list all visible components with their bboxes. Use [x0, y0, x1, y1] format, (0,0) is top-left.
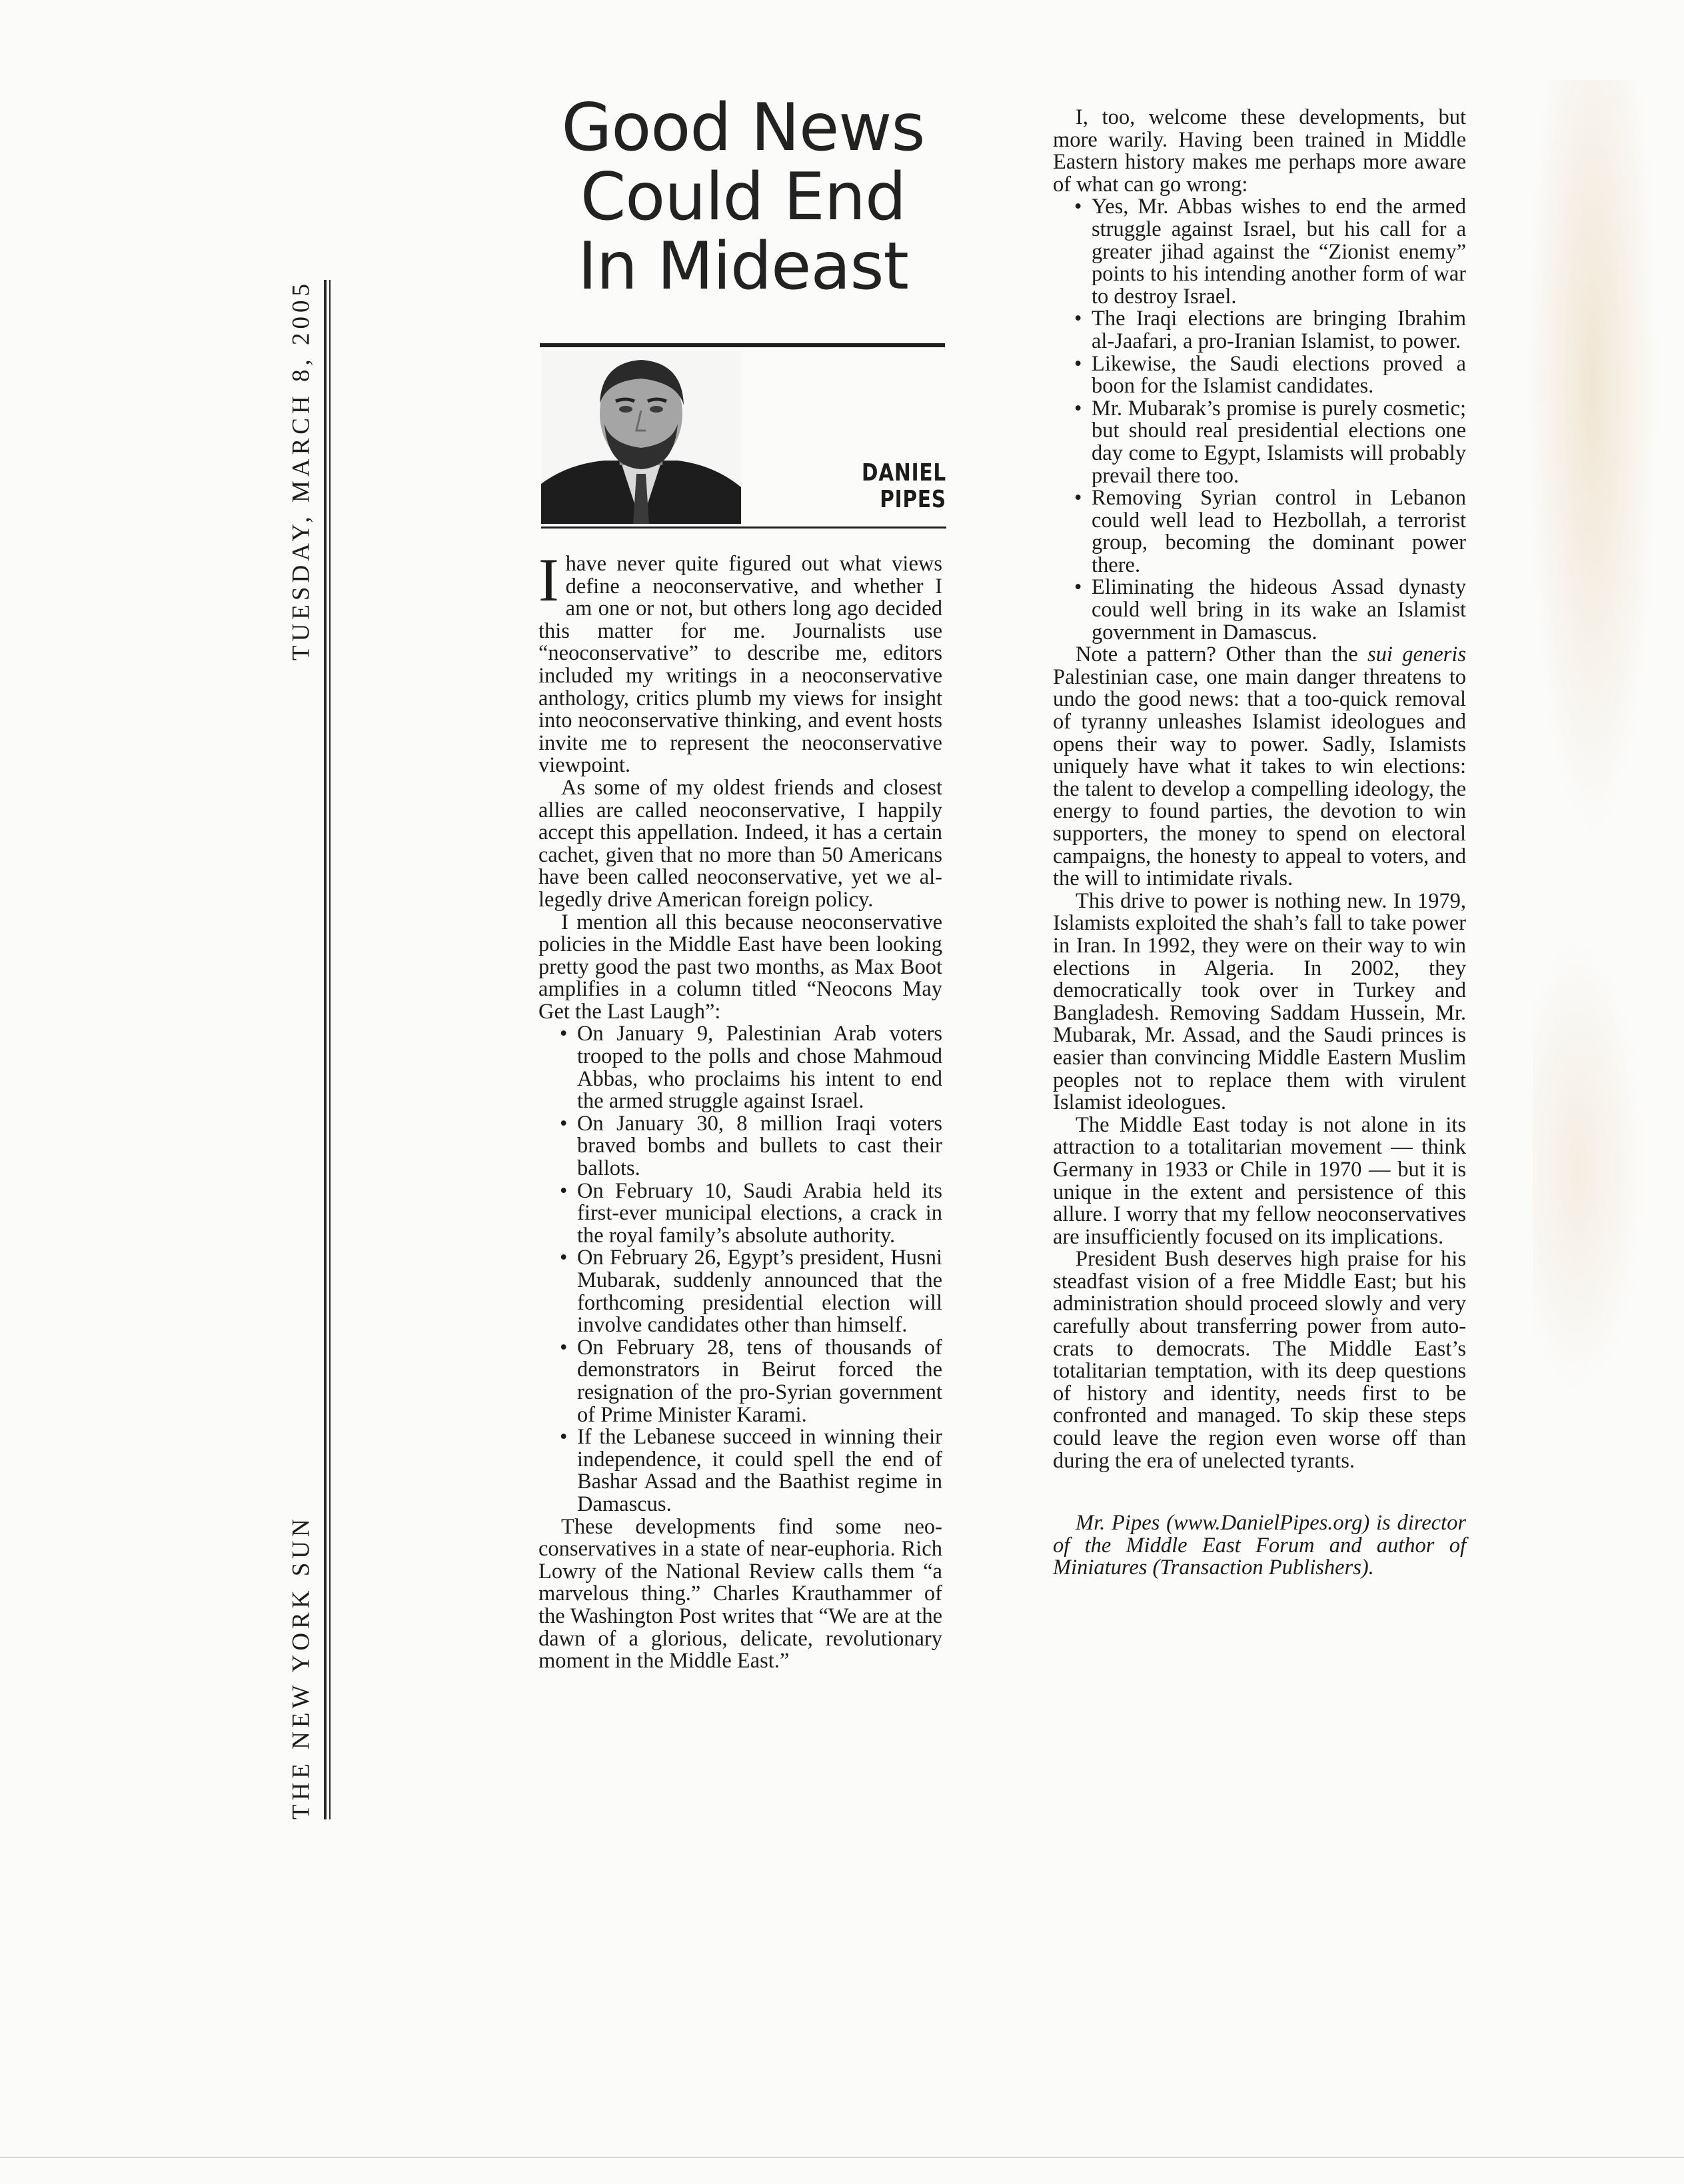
headline [526, 90, 960, 305]
publication-name: THE NEW YORK SUN [287, 1515, 315, 1819]
scan-edge-line [0, 2157, 1684, 2158]
bullet-list [538, 1023, 942, 1516]
list-item: • Yes, Mr. Abbas wishes to end the armed struggle against Israel, but his call for a greater jihad against the “Zionist enemy” points to his intending another form of war to destroy Israel. [1073, 196, 1466, 308]
masthead-rule-thin [329, 280, 331, 1819]
masthead-rule [324, 280, 327, 1819]
paragraph: I, too, welcome these developments, but more warily. Having been trained in Middle Eastern history makes me perhaps more aware of what can go wrong: [1053, 105, 1466, 197]
byline-rule [541, 527, 946, 529]
list-item: • On February 28, tens of thousands of demonstrators in Beirut forced the resignation of the pro-Syrian government of Prime Minister Karami. [558, 1337, 942, 1426]
paragraph: As some of my oldest friends and closest allies are called neoconservative, I happily accept this appellation. Indeed, it has a certain cachet, given that no more than 50 Americans have been called neoconservative, yet we allegedly drive American foreign policy. [538, 775, 942, 912]
list-item: • If the Lebanese succeed in winning their independence, it could spell the end of Bashar Assad and the Baathist regime in Damascus. [558, 1426, 942, 1516]
drop-cap: I [538, 546, 559, 614]
headline-rule [540, 343, 945, 347]
list-item: • On January 9, Palestinian Arab voters trooped to the polls and chose Mahmoud Abbas, who proclaims his intent to end the armed struggle against Israel. [558, 1023, 942, 1112]
headline-line-2: Could End [580, 159, 906, 235]
paragraph: Note a pattern? Other than the sui generis Palestinian case, one main danger threatens to undo the good news: that a too-quick removal of tyranny unleashes Islamist ideologues and opens their way to power. Sadly, Islamists uniquely have what it takes to win elections: the talent to develop a compelling ideology, the energy to found parties, the devotion to win supporters, the money to spend on electoral campaigns, the honesty to appeal to voters, and the will to intimidate rivals. [1053, 642, 1466, 891]
paragraph: Ihave never quite figured out what views define a neoconservative, and whether I am one or not, but others long ago decided this matter for me. Journalists use “neoconservative” to describe me, editors included my writings in a neoconservative anthology, critics plumb my views for insight into neoconservative thinking, and event hosts invite me to represent the neoconservative viewpoint. [538, 546, 942, 778]
list-item: • Eliminating the hideous Assad dynasty could well bring in its wake an Islamist government in Damascus. [1073, 576, 1466, 644]
paragraph: This drive to power is nothing new. In 1979, Islamists exploited the shah’s fall to take power in Iran. In 1992, they were on their way to win elections in Algeria. In 2002, they democratically took over in Turkey and Bangladesh. Removing Saddam Hussein, Mr. Mubarak, Mr. Assad, and the Saudi princes is easier than convincing Middle Eastern Muslim peoples not to replace them with virulent Islamist ideologues. [1053, 888, 1466, 1115]
bullet-list [1053, 196, 1466, 644]
headline-line-3: In Mideast [578, 229, 908, 305]
italic-phrase: sui generis [1367, 642, 1466, 667]
paragraph: The Middle East today is not alone in its attraction to a totalitarian movement — think Germany in 1933 or Chile in 1970 — but it is unique in the extent and persistence of this allure. I worry that my fellow neoconservatives are insufficiently focused on its implications. [1053, 1112, 1466, 1249]
paper-stain-lower [1533, 933, 1646, 1400]
list-item: • On February 26, Egypt’s president, Husni Mubarak, suddenly announced that the forthcoming presidential election will involve candidates other than himself. [558, 1247, 942, 1336]
article-column-2 [1053, 107, 1466, 1580]
author-portrait [541, 351, 741, 524]
article-column-1 [538, 546, 942, 1673]
paragraph: These developments find some neoconservatives in a state of near-euphoria. Rich Lowry of the National Review calls them “a marvelous thing.” Charles Krauthammer of the Washington Post writes that “We are at the dawn of a glorious, delicate, revolutionary moment in the Middle East.” [538, 1514, 942, 1673]
publication-date: TUESDAY, MARCH 8, 2005 [287, 280, 315, 660]
list-item: • Removing Syrian control in Lebanon could well lead to Hezbollah, a terrorist group, becoming the dominant power there. [1073, 487, 1466, 576]
byline [859, 460, 946, 513]
byline-last-name: PIPES [880, 486, 946, 513]
masthead-text [281, 280, 321, 1819]
author-credit: Mr. Pipes (www.DanielPipes.org) is director of the Middle East Forum and author of Miniatures (Transaction Publishers). [1053, 1511, 1466, 1580]
byline-first-name: DANIEL [862, 459, 946, 487]
masthead [280, 280, 340, 1819]
list-item: • On February 10, Saudi Arabia held its first-ever municipal elections, a crack in the royal family’s absolute authority. [558, 1180, 942, 1248]
list-item: • Mr. Mubarak’s promise is purely cosmetic; but should real presidential elections one day come to Egypt, Islamists will probably prevail there too. [1073, 398, 1466, 487]
paragraph: I mention all this because neoconservative policies in the Middle East have been looking pretty good the past two months, as Max Boot amplifies in a column titled “Neocons May Get the Last Laugh”: [538, 910, 942, 1024]
paragraph: President Bush deserves high praise for his steadfast vision of a free Middle East; but his administration should proceed slowly and very carefully about transferring power from autocrats to democrats. The Middle East’s totalitarian temptation, with its deep questions of history and identity, needs first to be confronted and managed. To skip these steps could leave the region even worse off than during the era of unelected tyrants. [1053, 1247, 1466, 1473]
headline-line-1: Good News [561, 90, 925, 166]
list-item: • The Iraqi elections are bringing Ibrahim al-Jaafari, a pro-Iranian Islamist, to power. [1073, 308, 1466, 353]
list-item: • On January 30, 8 million Iraqi voters braved bombs and bullets to cast their ballots. [558, 1113, 942, 1180]
list-item: • Likewise, the Saudi elections proved a boon for the Islamist candidates. [1073, 353, 1466, 398]
paper-stain [1526, 80, 1659, 846]
